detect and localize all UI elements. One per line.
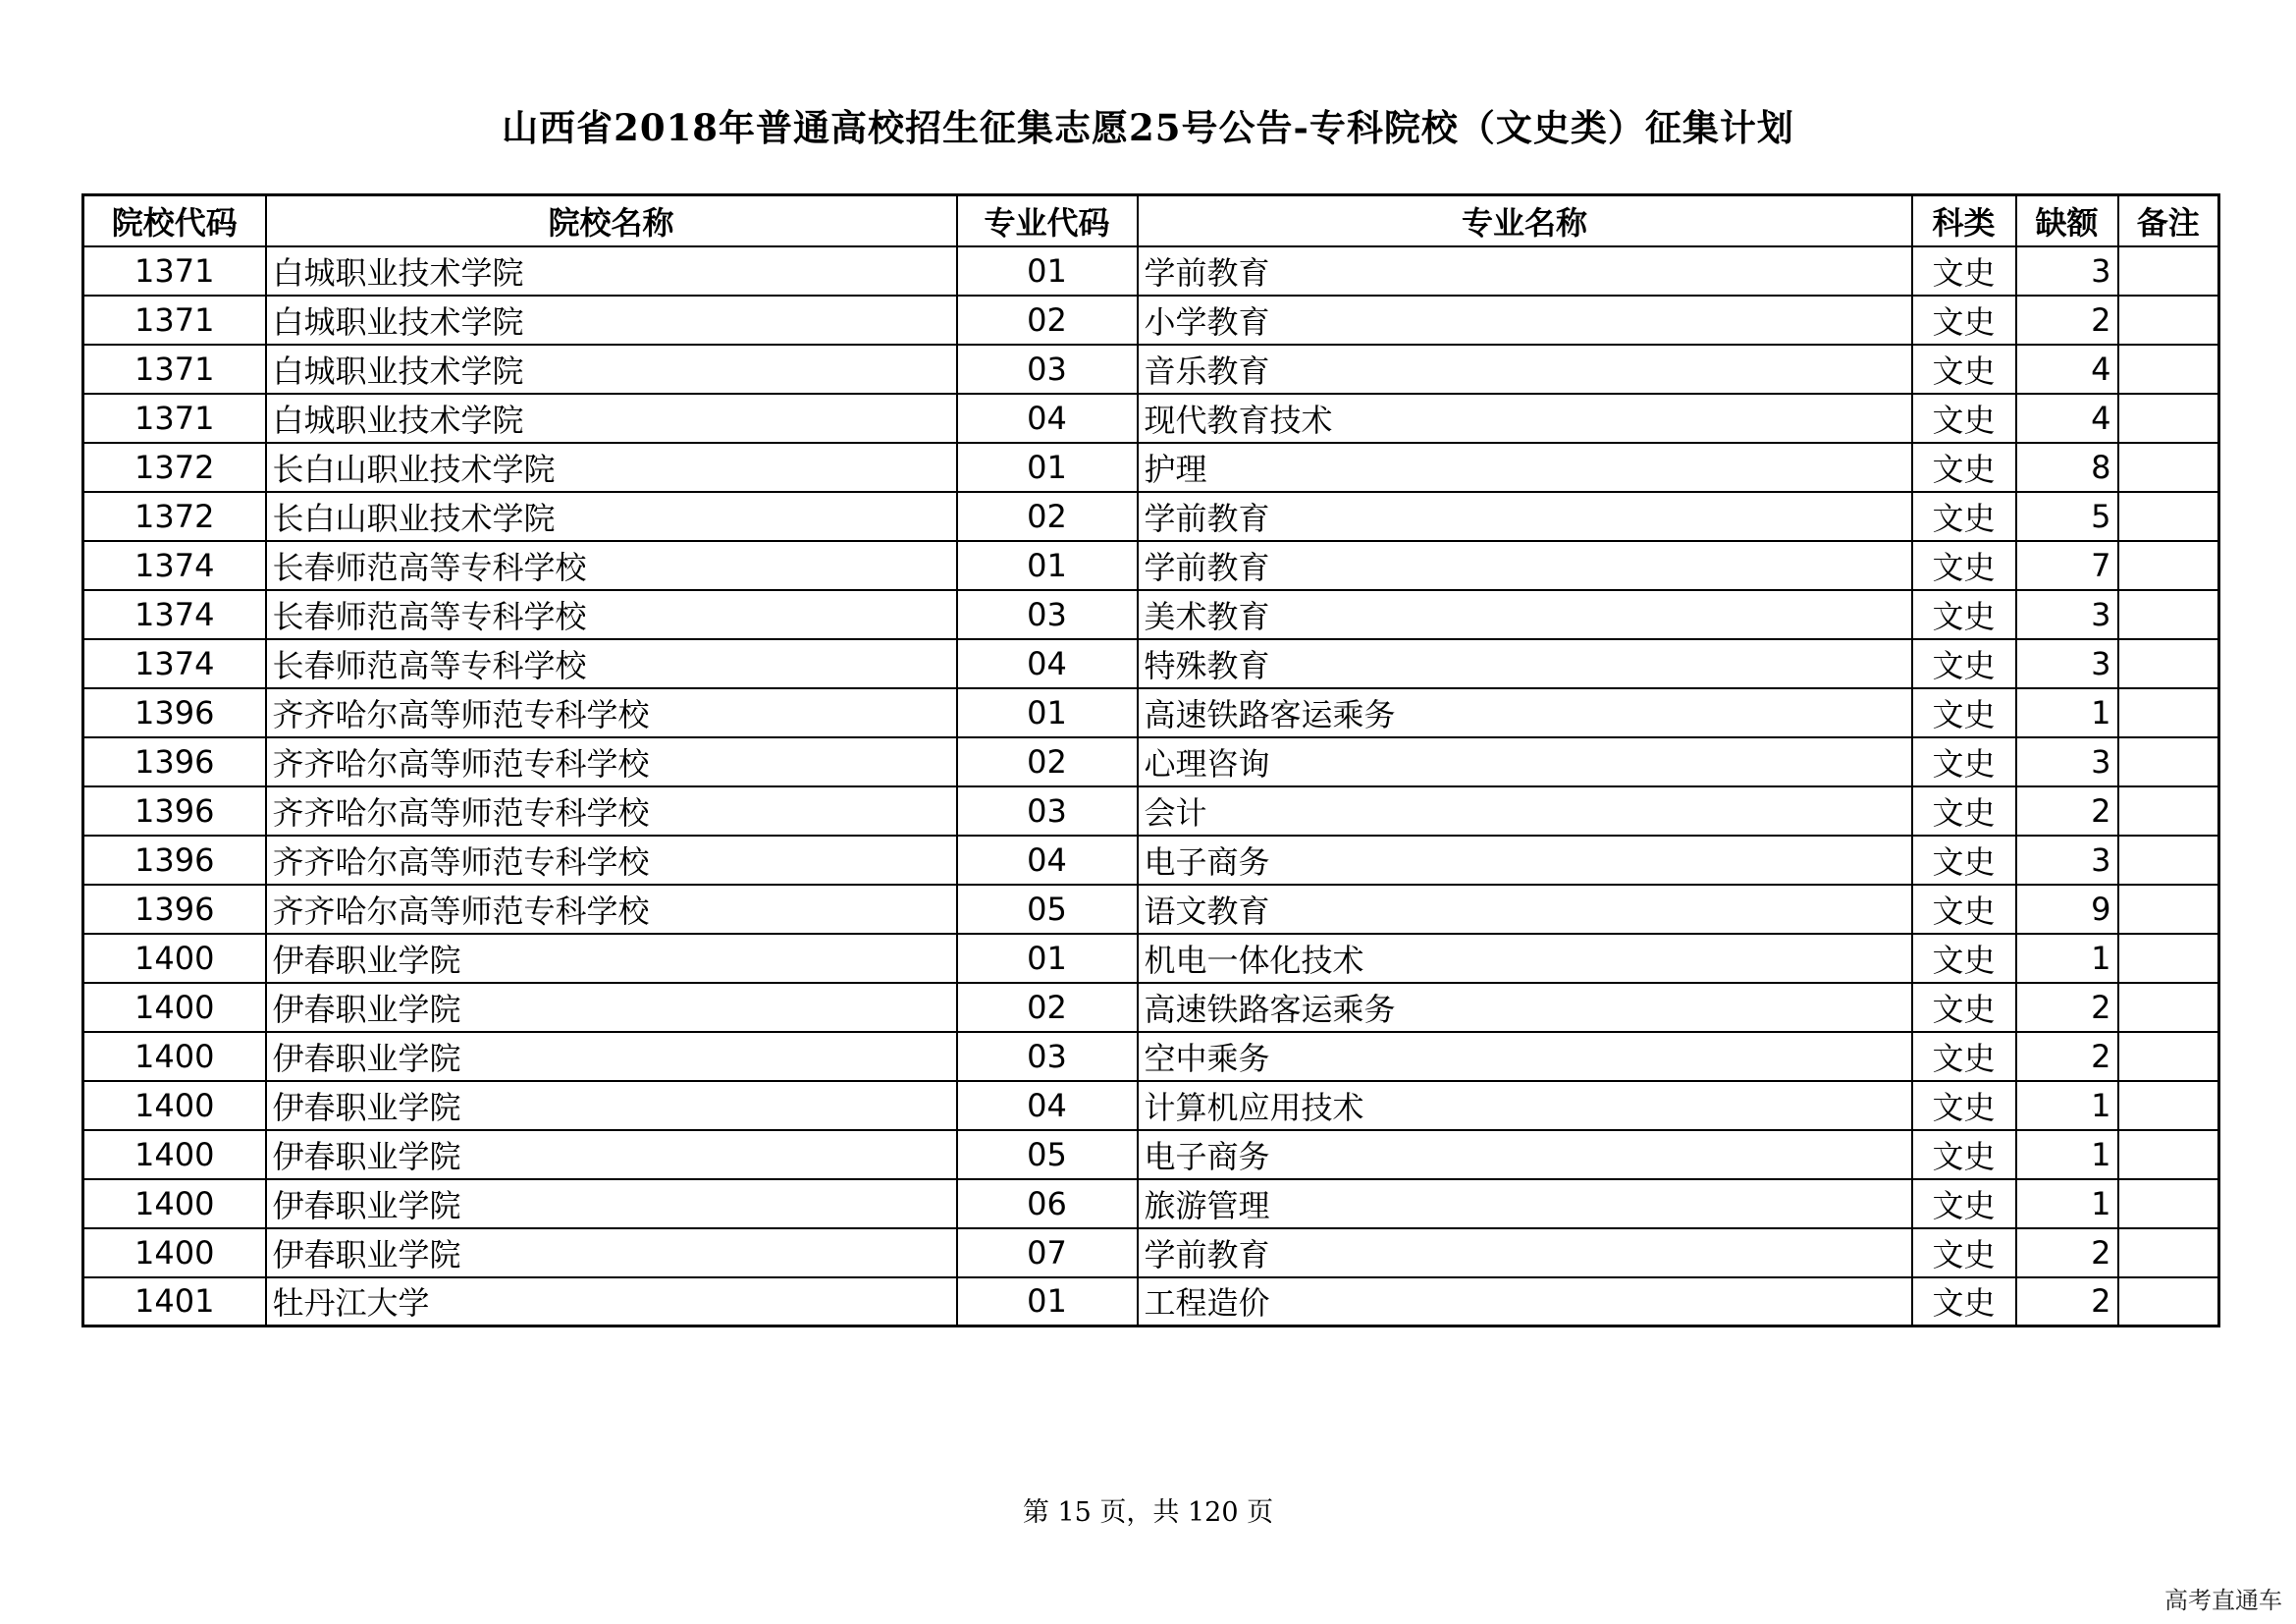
cell-vacancy: 9	[2016, 885, 2118, 934]
table-row	[83, 443, 2219, 492]
page-number: 第 15 页，共 120 页	[1022, 1497, 1274, 1528]
cell-vacancy: 2	[2016, 296, 2118, 345]
cell-major-code: 01	[957, 688, 1138, 737]
cell-category: 文史	[1912, 1081, 2016, 1130]
cell-major-name: 小学教育	[1138, 296, 1912, 345]
cell-college-name: 白城职业技术学院	[266, 246, 957, 296]
cell-vacancy: 1	[2016, 1179, 2118, 1228]
cell-college-code: 1400	[83, 1130, 266, 1179]
cell-college-name: 长春师范高等专科学校	[266, 590, 957, 639]
cell-college-name: 伊春职业学院	[266, 983, 957, 1032]
cell-major-code: 03	[957, 590, 1138, 639]
cell-major-name: 会计	[1138, 786, 1912, 836]
table-row	[83, 737, 2219, 786]
cell-major-name: 高速铁路客运乘务	[1138, 983, 1912, 1032]
table-row	[83, 394, 2219, 443]
cell-remarks	[2118, 1179, 2219, 1228]
cell-major-name: 空中乘务	[1138, 1032, 1912, 1081]
cell-vacancy: 1	[2016, 1130, 2118, 1179]
cell-college-name: 伊春职业学院	[266, 1032, 957, 1081]
cell-category: 文史	[1912, 1277, 2016, 1326]
table-row	[83, 836, 2219, 885]
cell-college-name: 齐齐哈尔高等师范专科学校	[266, 737, 957, 786]
table-header-row	[83, 195, 2219, 246]
cell-college-code: 1396	[83, 737, 266, 786]
cell-college-name: 伊春职业学院	[266, 1130, 957, 1179]
cell-remarks	[2118, 541, 2219, 590]
cell-college-name: 长白山职业技术学院	[266, 492, 957, 541]
cell-major-code: 07	[957, 1228, 1138, 1277]
cell-remarks	[2118, 737, 2219, 786]
cell-college-name: 长春师范高等专科学校	[266, 639, 957, 688]
cell-remarks	[2118, 1277, 2219, 1326]
cell-college-code: 1396	[83, 885, 266, 934]
page-title: 山西省2018年普通高校招生征集志愿25号公告-专科院校（文史类）征集计划	[502, 106, 1794, 149]
cell-major-code: 03	[957, 786, 1138, 836]
cell-category: 文史	[1912, 688, 2016, 737]
cell-college-code: 1371	[83, 394, 266, 443]
table-row	[83, 786, 2219, 836]
header-vacancy: 缺额	[2016, 195, 2118, 246]
table-row	[83, 590, 2219, 639]
cell-major-name: 特殊教育	[1138, 639, 1912, 688]
cell-college-name: 伊春职业学院	[266, 934, 957, 983]
cell-major-code: 01	[957, 541, 1138, 590]
cell-category: 文史	[1912, 983, 2016, 1032]
cell-remarks	[2118, 590, 2219, 639]
cell-college-code: 1400	[83, 1179, 266, 1228]
cell-vacancy: 3	[2016, 639, 2118, 688]
cell-college-code: 1396	[83, 786, 266, 836]
cell-vacancy: 3	[2016, 836, 2118, 885]
cell-major-code: 01	[957, 443, 1138, 492]
cell-vacancy: 8	[2016, 443, 2118, 492]
cell-category: 文史	[1912, 296, 2016, 345]
cell-remarks	[2118, 934, 2219, 983]
table-row	[83, 639, 2219, 688]
cell-vacancy: 3	[2016, 246, 2118, 296]
cell-category: 文史	[1912, 443, 2016, 492]
cell-vacancy: 2	[2016, 786, 2118, 836]
cell-major-code: 02	[957, 296, 1138, 345]
cell-remarks	[2118, 983, 2219, 1032]
cell-major-name: 学前教育	[1138, 541, 1912, 590]
cell-category: 文史	[1912, 590, 2016, 639]
cell-category: 文史	[1912, 639, 2016, 688]
cell-college-name: 长春师范高等专科学校	[266, 541, 957, 590]
cell-major-code: 05	[957, 1130, 1138, 1179]
header-college-code: 院校代码	[83, 195, 266, 246]
cell-category: 文史	[1912, 246, 2016, 296]
cell-remarks	[2118, 885, 2219, 934]
cell-college-code: 1400	[83, 983, 266, 1032]
cell-college-code: 1372	[83, 443, 266, 492]
cell-remarks	[2118, 246, 2219, 296]
cell-vacancy: 5	[2016, 492, 2118, 541]
cell-major-name: 语文教育	[1138, 885, 1912, 934]
cell-major-code: 02	[957, 492, 1138, 541]
cell-major-name: 旅游管理	[1138, 1179, 1912, 1228]
header-remarks: 备注	[2118, 195, 2219, 246]
cell-college-code: 1374	[83, 590, 266, 639]
cell-college-name: 伊春职业学院	[266, 1179, 957, 1228]
cell-major-name: 学前教育	[1138, 492, 1912, 541]
cell-remarks	[2118, 345, 2219, 394]
cell-college-name: 齐齐哈尔高等师范专科学校	[266, 688, 957, 737]
cell-college-name: 齐齐哈尔高等师范专科学校	[266, 885, 957, 934]
cell-major-name: 电子商务	[1138, 836, 1912, 885]
cell-college-code: 1400	[83, 1228, 266, 1277]
table-row	[83, 934, 2219, 983]
cell-major-code: 03	[957, 1032, 1138, 1081]
header-major-code: 专业代码	[957, 195, 1138, 246]
cell-major-name: 音乐教育	[1138, 345, 1912, 394]
header-college-name: 院校名称	[266, 195, 957, 246]
cell-remarks	[2118, 1130, 2219, 1179]
cell-remarks	[2118, 786, 2219, 836]
cell-vacancy: 7	[2016, 541, 2118, 590]
cell-vacancy: 4	[2016, 394, 2118, 443]
cell-major-name: 电子商务	[1138, 1130, 1912, 1179]
table-row	[83, 983, 2219, 1032]
cell-college-name: 白城职业技术学院	[266, 394, 957, 443]
cell-major-code: 01	[957, 934, 1138, 983]
table-row	[83, 1228, 2219, 1277]
cell-major-name: 心理咨询	[1138, 737, 1912, 786]
cell-remarks	[2118, 1032, 2219, 1081]
cell-college-code: 1374	[83, 639, 266, 688]
table-row	[83, 1130, 2219, 1179]
cell-major-name: 美术教育	[1138, 590, 1912, 639]
cell-major-name: 高速铁路客运乘务	[1138, 688, 1912, 737]
table-body	[83, 246, 2219, 1326]
cell-college-name: 伊春职业学院	[266, 1081, 957, 1130]
cell-college-name: 齐齐哈尔高等师范专科学校	[266, 786, 957, 836]
cell-major-code: 06	[957, 1179, 1138, 1228]
header-major-name: 专业名称	[1138, 195, 1912, 246]
cell-college-name: 长白山职业技术学院	[266, 443, 957, 492]
cell-remarks	[2118, 492, 2219, 541]
cell-college-code: 1374	[83, 541, 266, 590]
cell-vacancy: 3	[2016, 590, 2118, 639]
cell-major-code: 04	[957, 394, 1138, 443]
table-row	[83, 345, 2219, 394]
table-row	[83, 1081, 2219, 1130]
cell-college-code: 1371	[83, 246, 266, 296]
cell-major-code: 04	[957, 836, 1138, 885]
cell-college-code: 1400	[83, 1032, 266, 1081]
cell-vacancy: 4	[2016, 345, 2118, 394]
table-row	[83, 885, 2219, 934]
cell-category: 文史	[1912, 1032, 2016, 1081]
enrollment-plan-table	[81, 193, 2220, 1327]
cell-remarks	[2118, 1081, 2219, 1130]
cell-category: 文史	[1912, 1130, 2016, 1179]
cell-major-name: 机电一体化技术	[1138, 934, 1912, 983]
cell-vacancy: 2	[2016, 1277, 2118, 1326]
cell-major-code: 02	[957, 737, 1138, 786]
cell-category: 文史	[1912, 492, 2016, 541]
cell-major-name: 护理	[1138, 443, 1912, 492]
cell-category: 文史	[1912, 345, 2016, 394]
cell-major-code: 01	[957, 1277, 1138, 1326]
table-row	[83, 246, 2219, 296]
cell-vacancy: 2	[2016, 1032, 2118, 1081]
cell-major-name: 学前教育	[1138, 246, 1912, 296]
cell-category: 文史	[1912, 541, 2016, 590]
cell-college-code: 1372	[83, 492, 266, 541]
cell-vacancy: 1	[2016, 934, 2118, 983]
cell-college-code: 1401	[83, 1277, 266, 1326]
cell-category: 文史	[1912, 394, 2016, 443]
cell-college-name: 白城职业技术学院	[266, 296, 957, 345]
cell-major-name: 学前教育	[1138, 1228, 1912, 1277]
cell-vacancy: 1	[2016, 1081, 2118, 1130]
cell-vacancy: 3	[2016, 737, 2118, 786]
cell-major-name: 计算机应用技术	[1138, 1081, 1912, 1130]
table-row	[83, 1277, 2219, 1326]
cell-category: 文史	[1912, 786, 2016, 836]
cell-college-name: 齐齐哈尔高等师范专科学校	[266, 836, 957, 885]
watermark-text: 高考直通车	[2164, 1587, 2282, 1614]
cell-vacancy: 2	[2016, 1228, 2118, 1277]
header-category: 科类	[1912, 195, 2016, 246]
cell-category: 文史	[1912, 934, 2016, 983]
cell-major-name: 工程造价	[1138, 1277, 1912, 1326]
table-row	[83, 688, 2219, 737]
cell-major-code: 01	[957, 246, 1138, 296]
table-row	[83, 1032, 2219, 1081]
cell-college-name: 伊春职业学院	[266, 1228, 957, 1277]
cell-college-name: 白城职业技术学院	[266, 345, 957, 394]
cell-college-code: 1371	[83, 345, 266, 394]
table-row	[83, 492, 2219, 541]
cell-major-name: 现代教育技术	[1138, 394, 1912, 443]
cell-remarks	[2118, 639, 2219, 688]
cell-vacancy: 1	[2016, 688, 2118, 737]
cell-major-code: 04	[957, 1081, 1138, 1130]
cell-remarks	[2118, 296, 2219, 345]
cell-college-code: 1371	[83, 296, 266, 345]
cell-major-code: 05	[957, 885, 1138, 934]
table-row	[83, 1179, 2219, 1228]
cell-category: 文史	[1912, 836, 2016, 885]
cell-major-code: 03	[957, 345, 1138, 394]
cell-remarks	[2118, 688, 2219, 737]
table-row	[83, 541, 2219, 590]
cell-college-code: 1396	[83, 688, 266, 737]
cell-category: 文史	[1912, 737, 2016, 786]
cell-major-code: 02	[957, 983, 1138, 1032]
cell-college-name: 牡丹江大学	[266, 1277, 957, 1326]
cell-category: 文史	[1912, 1228, 2016, 1277]
cell-category: 文史	[1912, 885, 2016, 934]
cell-college-code: 1400	[83, 1081, 266, 1130]
cell-college-code: 1396	[83, 836, 266, 885]
cell-remarks	[2118, 1228, 2219, 1277]
cell-category: 文史	[1912, 1179, 2016, 1228]
cell-college-code: 1400	[83, 934, 266, 983]
cell-major-code: 04	[957, 639, 1138, 688]
cell-remarks	[2118, 443, 2219, 492]
cell-vacancy: 2	[2016, 983, 2118, 1032]
table-row	[83, 296, 2219, 345]
cell-remarks	[2118, 836, 2219, 885]
cell-remarks	[2118, 394, 2219, 443]
